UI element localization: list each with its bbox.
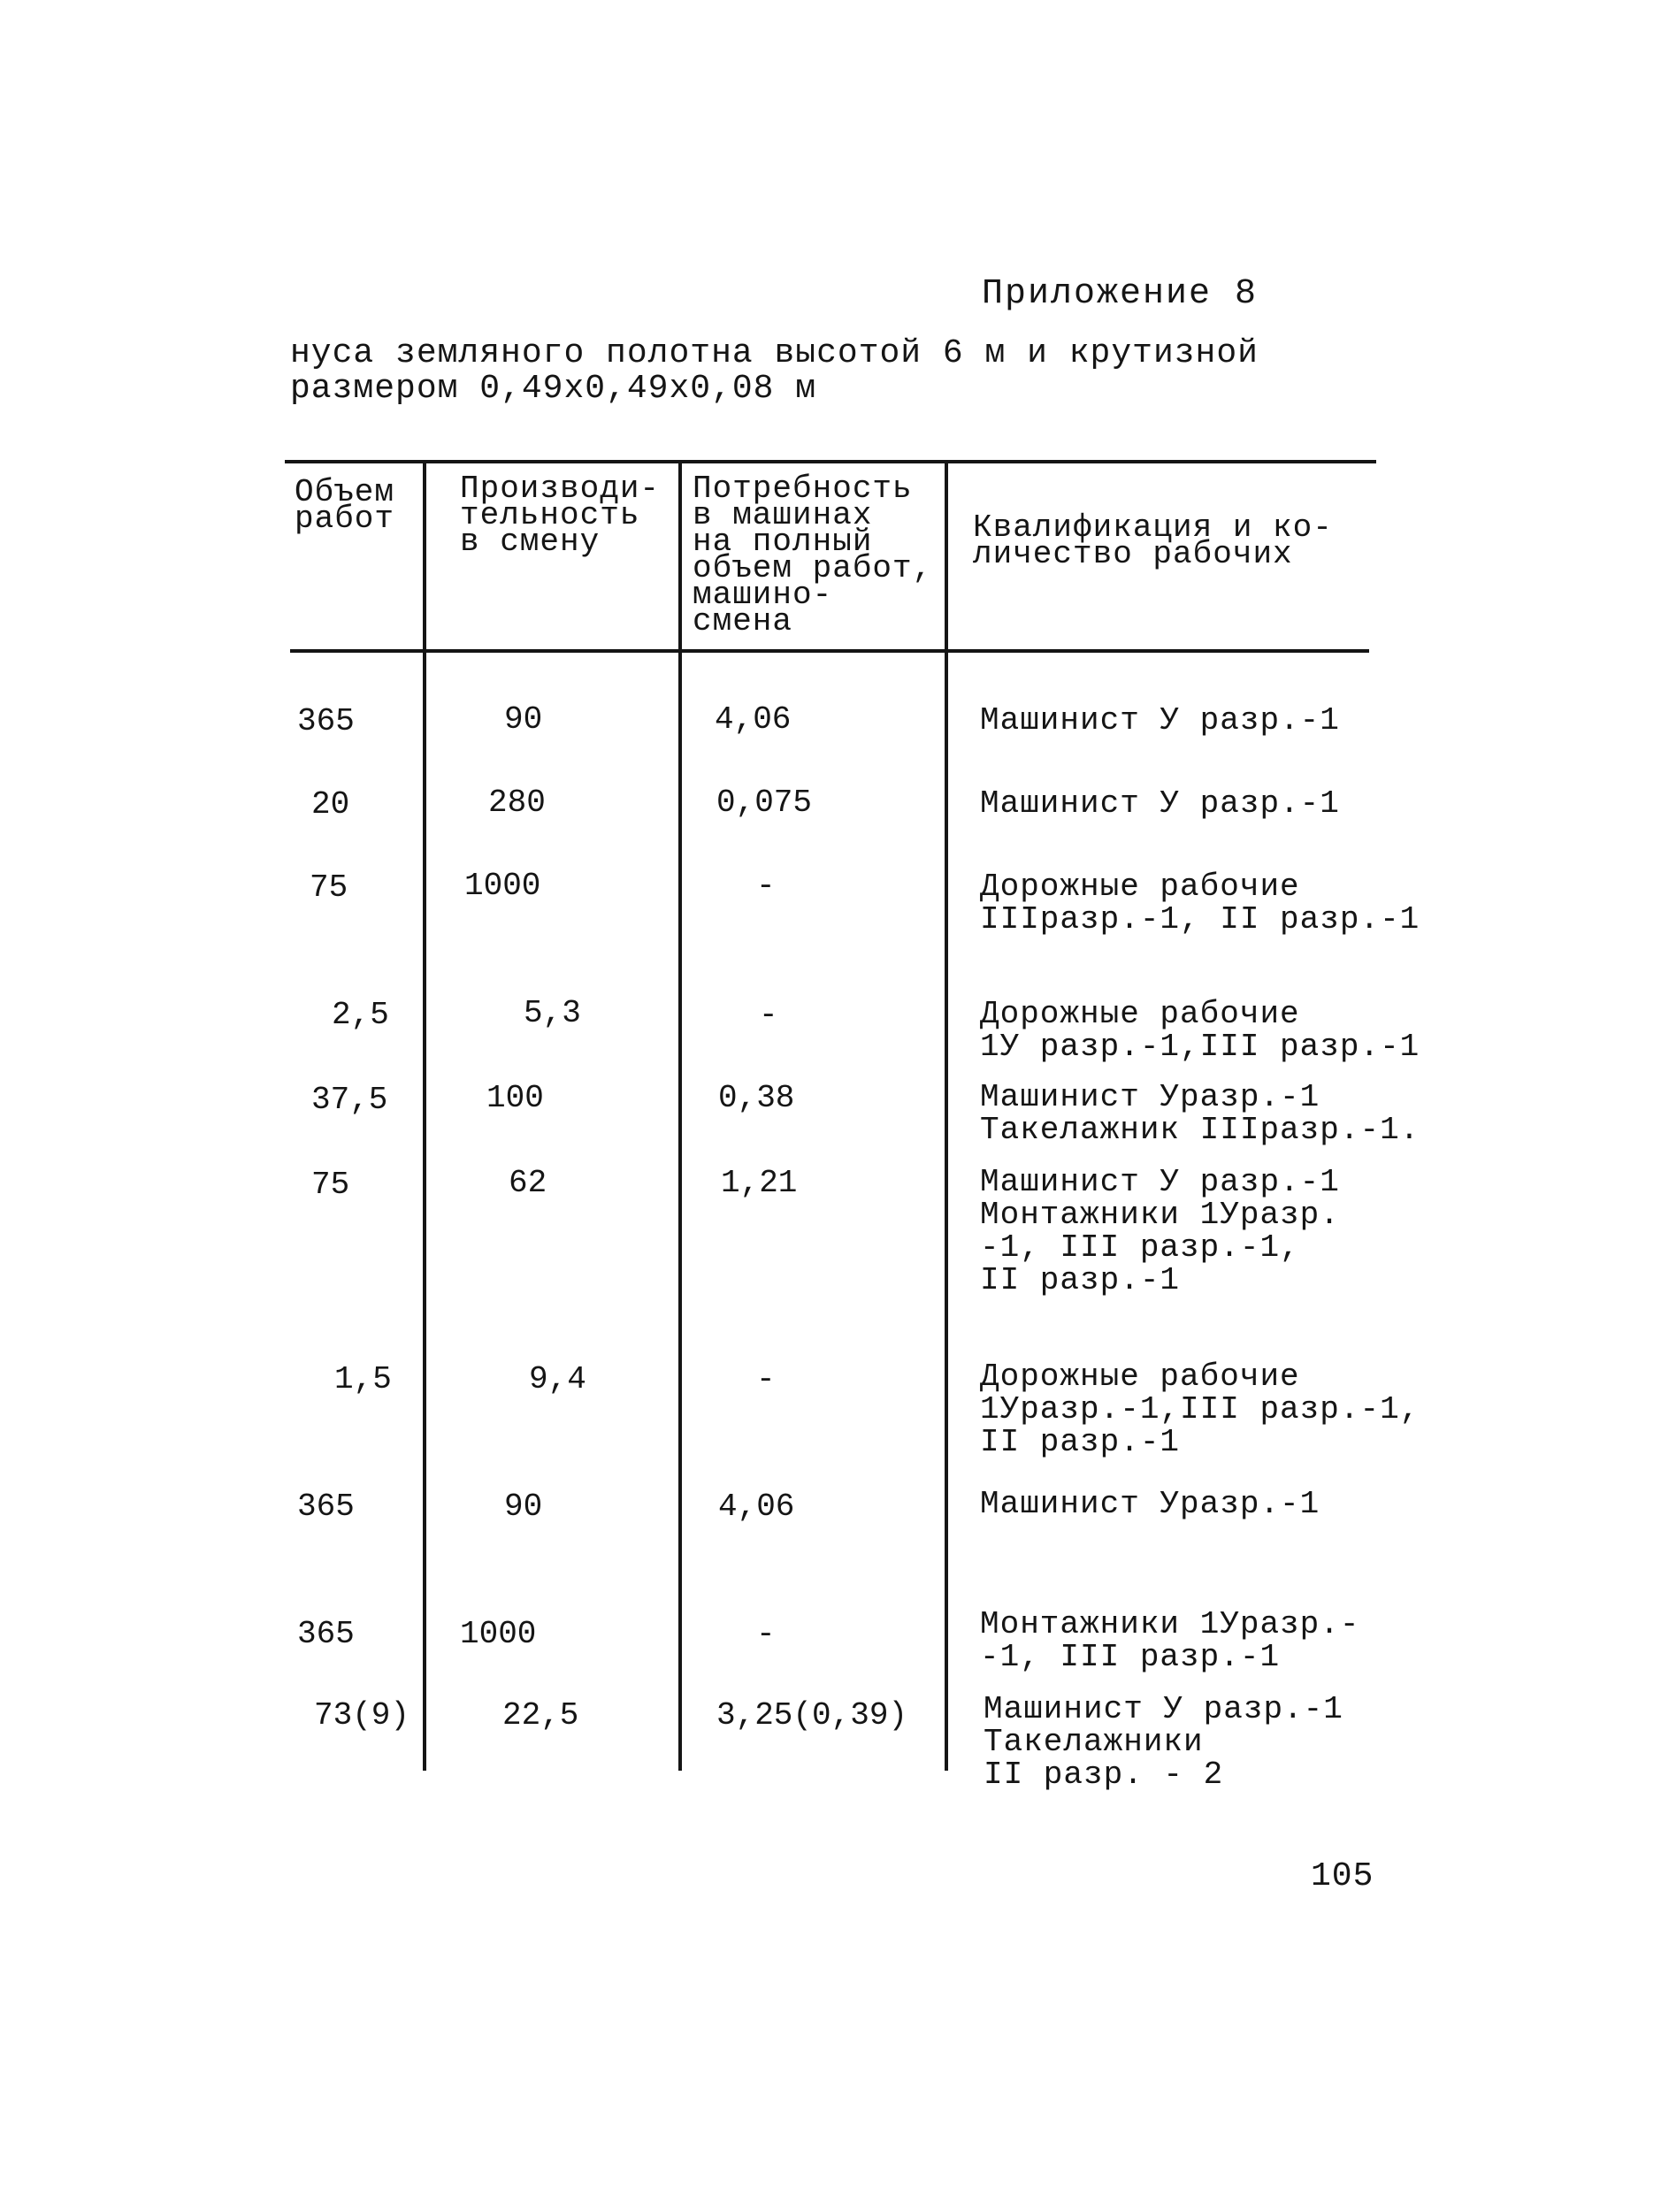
header-machine-need-line: объем работ, xyxy=(693,550,933,586)
header-machine-need-line: в машинах xyxy=(693,497,873,533)
cell-machine-need: - xyxy=(756,1616,776,1652)
header-qualification-line: личество рабочих xyxy=(973,536,1293,572)
cell-productivity: 90 xyxy=(504,1489,543,1525)
cell-volume: 75 xyxy=(310,869,348,906)
header-machine-need-line: машино- xyxy=(693,577,833,613)
qualification-line: Монтажники 1Уразр. xyxy=(980,1197,1340,1233)
cell-machine-need: 0,38 xyxy=(718,1080,795,1116)
cell-volume: 365 xyxy=(297,703,355,739)
header-machine-need-line: смена xyxy=(693,603,793,639)
cell-qualification xyxy=(980,1360,1420,1458)
qualification-line: II разр.-1 xyxy=(980,1424,1181,1460)
qualification-line: Такелажники xyxy=(984,1724,1204,1760)
qualification-line: Машинист У разр.-1 xyxy=(980,702,1340,739)
cell-machine-need: 1,21 xyxy=(721,1165,798,1201)
qualification-line: Машинист У разр.-1 xyxy=(980,785,1340,822)
header-volume-line: Объем xyxy=(295,474,395,510)
header-machine-need xyxy=(693,471,933,639)
cell-machine-need: - xyxy=(756,868,776,904)
cell-machine-need: 3,25(0,39) xyxy=(716,1697,908,1734)
qualification-line: Монтажники 1Уразр.- xyxy=(980,1606,1360,1642)
header-productivity-line: в смену xyxy=(460,524,601,560)
column-divider-1 xyxy=(423,462,426,1771)
qualification-line: Машинист Уразр.-1 xyxy=(980,1079,1320,1115)
header-volume-line: работ xyxy=(295,501,395,537)
caption-line-2: размером 0,49х0,49х0,08 м xyxy=(290,370,817,408)
cell-volume: 1,5 xyxy=(334,1361,392,1397)
header-machine-need-line: на полный xyxy=(693,524,873,560)
cell-productivity: 90 xyxy=(504,701,543,738)
qualification-line: Такелажник IIIразр.-1. xyxy=(980,1112,1420,1148)
cell-qualification xyxy=(980,1608,1359,1673)
cell-qualification xyxy=(980,870,1420,936)
qualification-line: -1, III разр.-1 xyxy=(980,1639,1281,1675)
cell-volume: 365 xyxy=(297,1616,355,1652)
cell-qualification xyxy=(980,787,1340,820)
qualification-line: Дорожные рабочие xyxy=(980,869,1300,905)
cell-qualification xyxy=(980,998,1420,1063)
cell-qualification xyxy=(984,1693,1343,1791)
caption-line-1: нуса земляного полотна высотой 6 м и крутизной xyxy=(290,334,1259,372)
cell-qualification xyxy=(980,704,1340,737)
cell-machine-need: 0,075 xyxy=(716,785,813,821)
cell-productivity: 22,5 xyxy=(502,1697,579,1734)
cell-productivity: 1000 xyxy=(460,1616,537,1652)
qualification-line: II разр.-1 xyxy=(980,1262,1181,1298)
page-number: 105 xyxy=(1311,1857,1374,1895)
header-qualification xyxy=(973,509,1333,572)
header-volume xyxy=(295,474,395,537)
table-header-rule xyxy=(290,649,1369,653)
table-top-rule xyxy=(285,460,1376,463)
qualification-line: Машинист У разр.-1 xyxy=(980,1164,1340,1200)
cell-productivity: 9,4 xyxy=(529,1361,586,1397)
cell-volume: 37,5 xyxy=(311,1082,388,1118)
cell-productivity: 5,3 xyxy=(524,995,581,1031)
cell-productivity: 100 xyxy=(486,1080,544,1116)
header-productivity xyxy=(460,471,661,560)
cell-volume: 73(9) xyxy=(314,1697,410,1734)
cell-productivity: 280 xyxy=(488,785,546,821)
cell-productivity: 1000 xyxy=(464,868,541,904)
qualification-line: -1, III разр.-1, xyxy=(980,1229,1300,1266)
column-divider-2 xyxy=(678,462,682,1771)
qualification-line: 1Уразр.-1,III разр.-1, xyxy=(980,1391,1420,1427)
cell-volume: 2,5 xyxy=(332,997,389,1033)
qualification-line: Дорожные рабочие xyxy=(980,996,1300,1032)
header-machine-need-line: Потребность xyxy=(693,471,913,507)
table-caption xyxy=(290,336,1259,407)
qualification-line: II разр. - 2 xyxy=(984,1757,1224,1793)
appendix-label: Приложение 8 xyxy=(982,274,1259,314)
cell-productivity: 62 xyxy=(509,1165,547,1201)
cell-machine-need: - xyxy=(759,997,778,1033)
header-qualification-line: Квалификация и ко- xyxy=(973,509,1333,546)
header-productivity-line: тельность xyxy=(460,497,640,533)
column-divider-3 xyxy=(945,462,948,1771)
cell-qualification xyxy=(980,1081,1420,1146)
qualification-line: IIIразр.-1, II разр.-1 xyxy=(980,901,1420,938)
cell-machine-need: 4,06 xyxy=(718,1489,795,1525)
qualification-line: Машинист Уразр.-1 xyxy=(980,1486,1320,1522)
cell-qualification xyxy=(980,1488,1320,1520)
cell-machine-need: 4,06 xyxy=(715,701,792,738)
header-productivity-line: Производи- xyxy=(460,471,661,507)
cell-machine-need: - xyxy=(756,1361,776,1397)
cell-volume: 365 xyxy=(297,1489,355,1525)
qualification-line: Дорожные рабочие xyxy=(980,1359,1300,1395)
cell-qualification xyxy=(980,1166,1340,1297)
qualification-line: Машинист У разр.-1 xyxy=(984,1691,1343,1727)
cell-volume: 75 xyxy=(311,1167,350,1203)
qualification-line: 1У разр.-1,III разр.-1 xyxy=(980,1029,1420,1065)
cell-volume: 20 xyxy=(311,786,350,823)
